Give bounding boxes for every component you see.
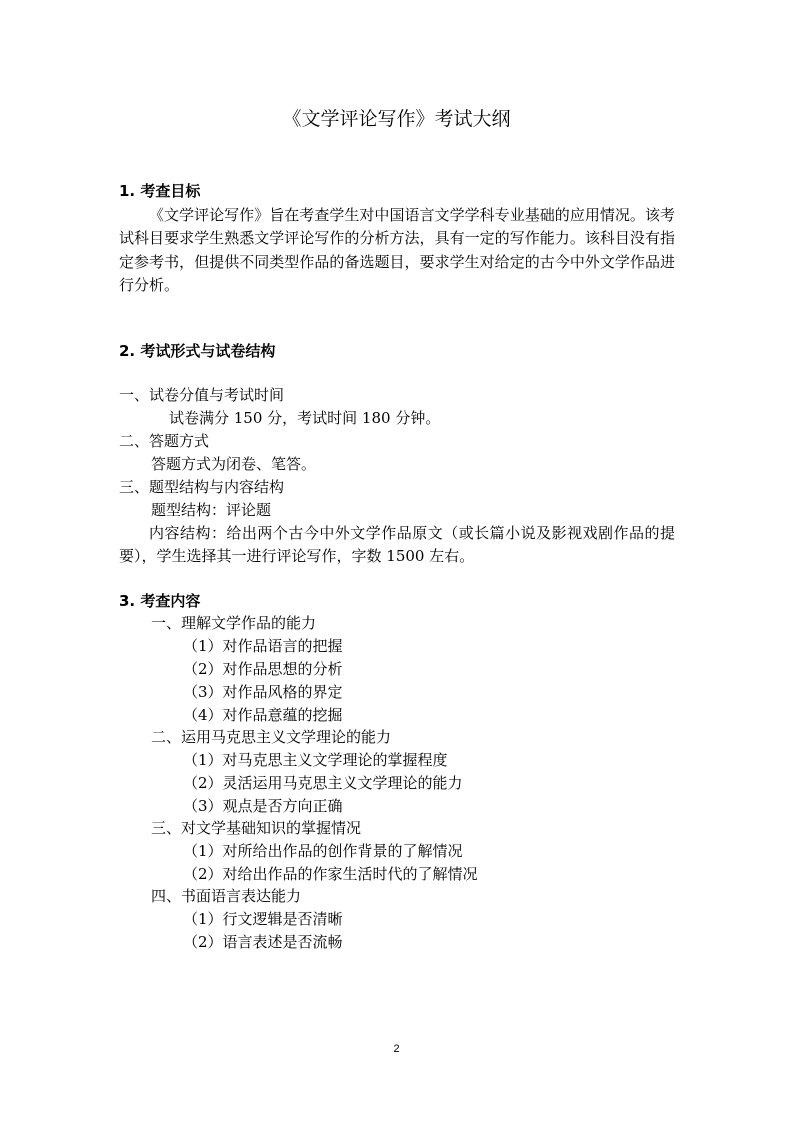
- list-item: （3）对作品风格的界定: [183, 683, 343, 701]
- content-structure-paragraph: 内容结构：给出两个古今中外文学作品原文（或长篇小说及影视戏剧作品的提要），学生选择其一进行评论写作，字数 1500 左右。: [119, 524, 675, 566]
- list-item: （3）观点是否方向正确: [183, 797, 343, 815]
- group-title: 二、运用马克思主义文学理论的能力: [151, 728, 392, 746]
- group-title: 四、书面语言表达能力: [151, 887, 302, 905]
- page-number: 2: [393, 1043, 400, 1055]
- list-item: （2）对给出作品的作家生活时代的了解情况: [183, 865, 478, 883]
- subsection-heading: 二、答题方式: [119, 432, 210, 450]
- section-3-heading: 3. 考查内容: [119, 592, 201, 610]
- list-item: （2）灵活运用马克思主义文学理论的能力: [183, 774, 463, 792]
- list-item: 答题方式为闭卷、笔答。: [151, 455, 317, 473]
- list-item: （4）对作品意蕴的挖掘: [183, 706, 343, 724]
- section-1-heading: 1. 考查目标: [119, 182, 201, 200]
- list-item: （1）行文逻辑是否清晰: [183, 910, 343, 928]
- list-item: （1）对所给出作品的创作背景的了解情况: [183, 842, 463, 860]
- list-item: （1）对作品语言的把握: [183, 637, 343, 655]
- group-title: 三、对文学基础知识的掌握情况: [151, 819, 362, 837]
- list-item: （2）对作品思想的分析: [183, 660, 343, 678]
- section-1-paragraph: 《文学评论写作》旨在考查学生对中国语言文学学科专业基础的应用情况。该考试科目要求学生熟悉文学评论写作的分析方法，具有一定的写作能力。该科目没有指定参考书，但提供不同类型作品的备选题目，要求学生对给定的古今中外文学作品进行分析。: [119, 206, 675, 295]
- list-item: （2）语言表述是否流畅: [183, 933, 343, 951]
- list-item: （1）对马克思主义文学理论的掌握程度: [183, 751, 448, 769]
- list-item: 试卷满分 150 分，考试时间 180 分钟。: [169, 409, 441, 427]
- group-title: 一、理解文学作品的能力: [151, 614, 317, 632]
- subsection-heading: 三、题型结构与内容结构: [119, 478, 285, 496]
- subsection-heading: 一、试卷分值与考试时间: [119, 386, 285, 404]
- section-2-heading: 2. 考试形式与试卷结构: [119, 342, 276, 360]
- list-item: 题型结构：评论题: [151, 501, 272, 519]
- document-title: 《文学评论写作》考试大纲: [282, 108, 511, 130]
